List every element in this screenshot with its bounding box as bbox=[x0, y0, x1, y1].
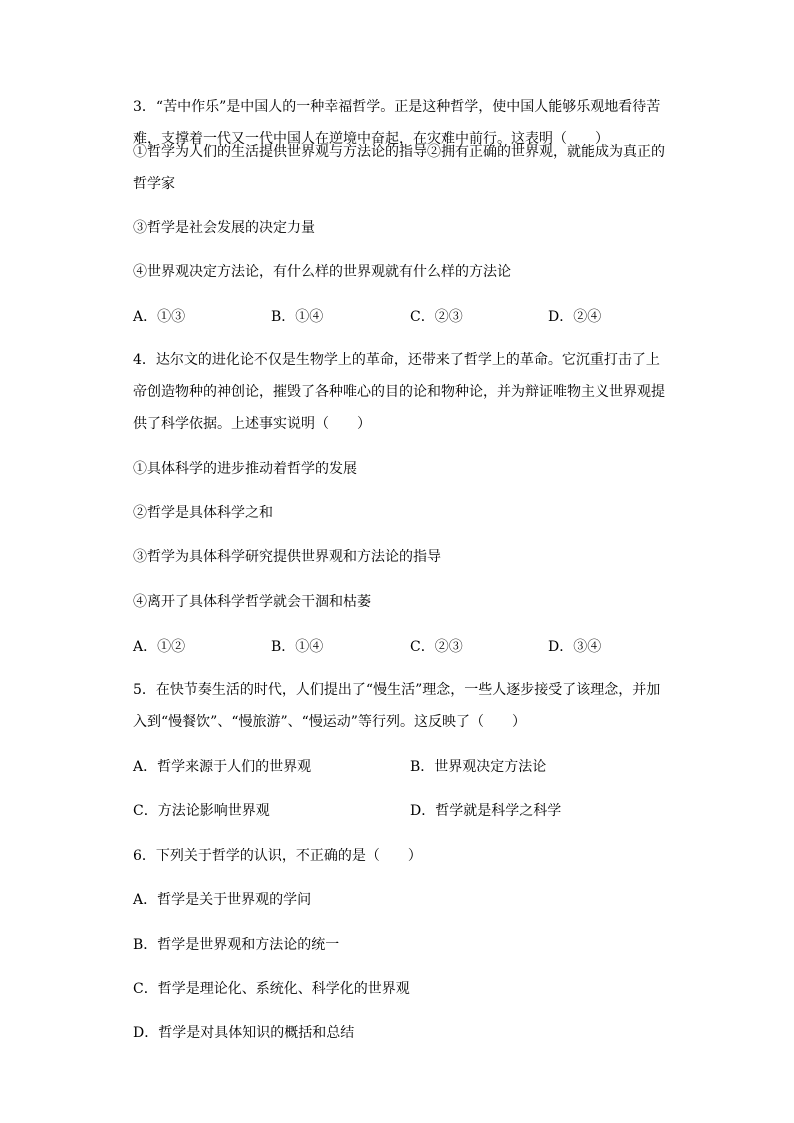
statement-text: ①哲学为人们的生活提供世界观与方法论的指导②拥有正确的世界观，就能成为真正的哲学家 bbox=[133, 144, 665, 192]
question-4-statement-3: ③哲学为具体科学研究提供世界观和方法论的指导 bbox=[133, 549, 441, 565]
question-6-choice-c[interactable]: C．哲学是理论化、系统化、科学化的世界观 bbox=[133, 981, 410, 997]
choice-b[interactable]: B．世界观决定方法论 bbox=[410, 759, 547, 775]
question-3-statement-2: ③哲学是社会发展的决定力量 bbox=[133, 220, 315, 236]
choice-b[interactable]: B．①④ bbox=[271, 639, 324, 655]
question-5-stem: 5．在快节奏生活的时代，人们提出了“慢生活”理念，一些人逐步接受了该理念，并加入到“慢餐饮”、“慢旅游”、“慢运动”等行列。这反映了（ ） bbox=[133, 682, 661, 730]
question-4-choices bbox=[133, 637, 673, 657]
question-3-statement-1 bbox=[133, 136, 673, 200]
question-6-choice-b[interactable]: B．哲学是世界观和方法论的统一 bbox=[133, 937, 340, 953]
question-5 bbox=[133, 674, 673, 738]
choice-a[interactable]: A．①② bbox=[133, 639, 186, 655]
question-3-stem: 3．“苦中作乐”是中国人的一种幸福哲学。正是这种哲学，使中国人能够乐观地看待苦难，支撑着一代又一代中国人在逆境中奋起，在灾难中前行。这表明（ ） bbox=[133, 99, 661, 147]
question-4-statement-2: ②哲学是具体科学之和 bbox=[133, 505, 273, 521]
question-3-choices bbox=[133, 307, 673, 327]
question-4-statement-1: ①具体科学的进步推动着哲学的发展 bbox=[133, 461, 357, 477]
choice-d[interactable]: D．③④ bbox=[548, 639, 602, 655]
question-3-statement-3: ④世界观决定方法论，有什么样的世界观就有什么样的方法论 bbox=[133, 264, 511, 280]
question-4-stem: 4．达尔文的进化论不仅是生物学上的革命，还带来了哲学上的革命。它沉重打击了上帝创造物种的神创论，摧毁了各种唯心的目的论和物种论，并为辩证唯物主义世界观提供了科学依据。上述事实说明（ ） bbox=[133, 352, 665, 432]
choice-d[interactable]: D．②④ bbox=[548, 309, 602, 325]
choice-a[interactable]: A．哲学来源于人们的世界观 bbox=[133, 759, 312, 775]
choice-c[interactable]: C．②③ bbox=[410, 309, 463, 325]
choice-c[interactable]: C．方法论影响世界观 bbox=[133, 803, 270, 819]
choice-d[interactable]: D．哲学就是科学之科学 bbox=[410, 803, 562, 819]
question-5-choices-row-2 bbox=[133, 801, 673, 821]
choice-a[interactable]: A．①③ bbox=[133, 309, 186, 325]
question-4-statement-4: ④离开了具体科学哲学就会干涸和枯萎 bbox=[133, 594, 371, 610]
question-6-choice-a[interactable]: A．哲学是关于世界观的学问 bbox=[133, 892, 312, 908]
question-6-stem: 6．下列关于哲学的认识，不正确的是（ ） bbox=[133, 848, 422, 864]
question-5-choices-row-1 bbox=[133, 757, 673, 777]
choice-b[interactable]: B．①④ bbox=[271, 309, 324, 325]
choice-c[interactable]: C．②③ bbox=[410, 639, 463, 655]
question-4 bbox=[133, 344, 673, 440]
question-6-choice-d[interactable]: D．哲学是对具体知识的概括和总结 bbox=[133, 1025, 355, 1041]
